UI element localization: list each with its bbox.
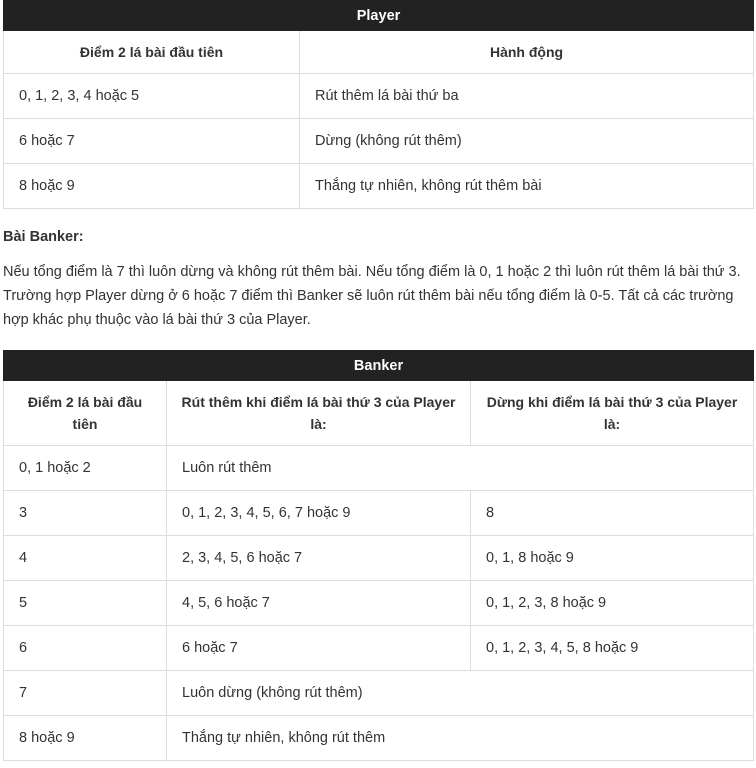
player-table-title-row bbox=[4, 1, 754, 31]
table-row bbox=[4, 716, 754, 761]
points-cell: 5 bbox=[4, 581, 167, 626]
merged-action-cell: Luôn rút thêm bbox=[167, 446, 754, 491]
points-cell: 0, 1 hoặc 2 bbox=[4, 446, 167, 491]
points-cell: 6 hoặc 7 bbox=[4, 119, 300, 164]
action-cell: Dừng (không rút thêm) bbox=[300, 119, 754, 164]
column-header-action: Hành động bbox=[300, 31, 754, 74]
content bbox=[3, 0, 753, 761]
merged-action-cell: Thắng tự nhiên, không rút thêm bbox=[167, 716, 754, 761]
table-row bbox=[4, 581, 754, 626]
table-row bbox=[4, 671, 754, 716]
points-cell: 7 bbox=[4, 671, 167, 716]
banker-table bbox=[3, 350, 754, 761]
action-cell: Rút thêm lá bài thứ ba bbox=[300, 74, 754, 119]
player-table-title: Player bbox=[4, 1, 754, 31]
stand-cell: 0, 1, 8 hoặc 9 bbox=[471, 536, 754, 581]
draw-cell: 2, 3, 4, 5, 6 hoặc 7 bbox=[167, 536, 471, 581]
stand-cell: 8 bbox=[471, 491, 754, 536]
table-row bbox=[4, 536, 754, 581]
points-cell: 4 bbox=[4, 536, 167, 581]
stand-cell: 0, 1, 2, 3, 4, 5, 8 hoặc 9 bbox=[471, 626, 754, 671]
table-row bbox=[4, 626, 754, 671]
points-cell: 0, 1, 2, 3, 4 hoặc 5 bbox=[4, 74, 300, 119]
player-table bbox=[3, 0, 754, 209]
points-cell: 8 hoặc 9 bbox=[4, 716, 167, 761]
table-row bbox=[4, 164, 754, 209]
column-header-first-two-cards: Điểm 2 lá bài đầu tiên bbox=[4, 31, 300, 74]
banker-heading: Bài Banker: bbox=[3, 229, 84, 245]
table-row bbox=[4, 74, 754, 119]
table-row bbox=[4, 491, 754, 536]
points-cell: 6 bbox=[4, 626, 167, 671]
player-table-header-row bbox=[4, 31, 754, 74]
points-cell: 3 bbox=[4, 491, 167, 536]
draw-cell: 4, 5, 6 hoặc 7 bbox=[167, 581, 471, 626]
column-header-draw-when: Rút thêm khi điểm lá bài thứ 3 của Player là: bbox=[167, 381, 471, 446]
action-cell: Thắng tự nhiên, không rút thêm bài bbox=[300, 164, 754, 209]
column-header-stand-when: Dừng khi điểm lá bài thứ 3 của Player là: bbox=[471, 381, 754, 446]
draw-cell: 6 hoặc 7 bbox=[167, 626, 471, 671]
table-row bbox=[4, 446, 754, 491]
banker-table-title: Banker bbox=[4, 351, 754, 381]
draw-cell: 0, 1, 2, 3, 4, 5, 6, 7 hoặc 9 bbox=[167, 491, 471, 536]
merged-action-cell: Luôn dừng (không rút thêm) bbox=[167, 671, 754, 716]
banker-table-header-row bbox=[4, 381, 754, 446]
banker-rules-paragraph: Nếu tổng điểm là 7 thì luôn dừng và không rút thêm bài. Nếu tổng điểm là 0, 1 hoặc 2 thì luôn rút thêm lá bài thứ 3. Trường hợp Player dừng ở 6 hoặc 7 điểm thì Banker sẽ luôn rút thêm bài nếu tổng điểm là 0-5. Tất cả các trường hợp khác phụ thuộc vào lá bài thứ 3 của Player. bbox=[3, 264, 741, 328]
column-header-first-two-cards: Điểm 2 lá bài đầu tiên bbox=[4, 381, 167, 446]
banker-table-title-row bbox=[4, 351, 754, 381]
table-row bbox=[4, 119, 754, 164]
stand-cell: 0, 1, 2, 3, 8 hoặc 9 bbox=[471, 581, 754, 626]
points-cell: 8 hoặc 9 bbox=[4, 164, 300, 209]
